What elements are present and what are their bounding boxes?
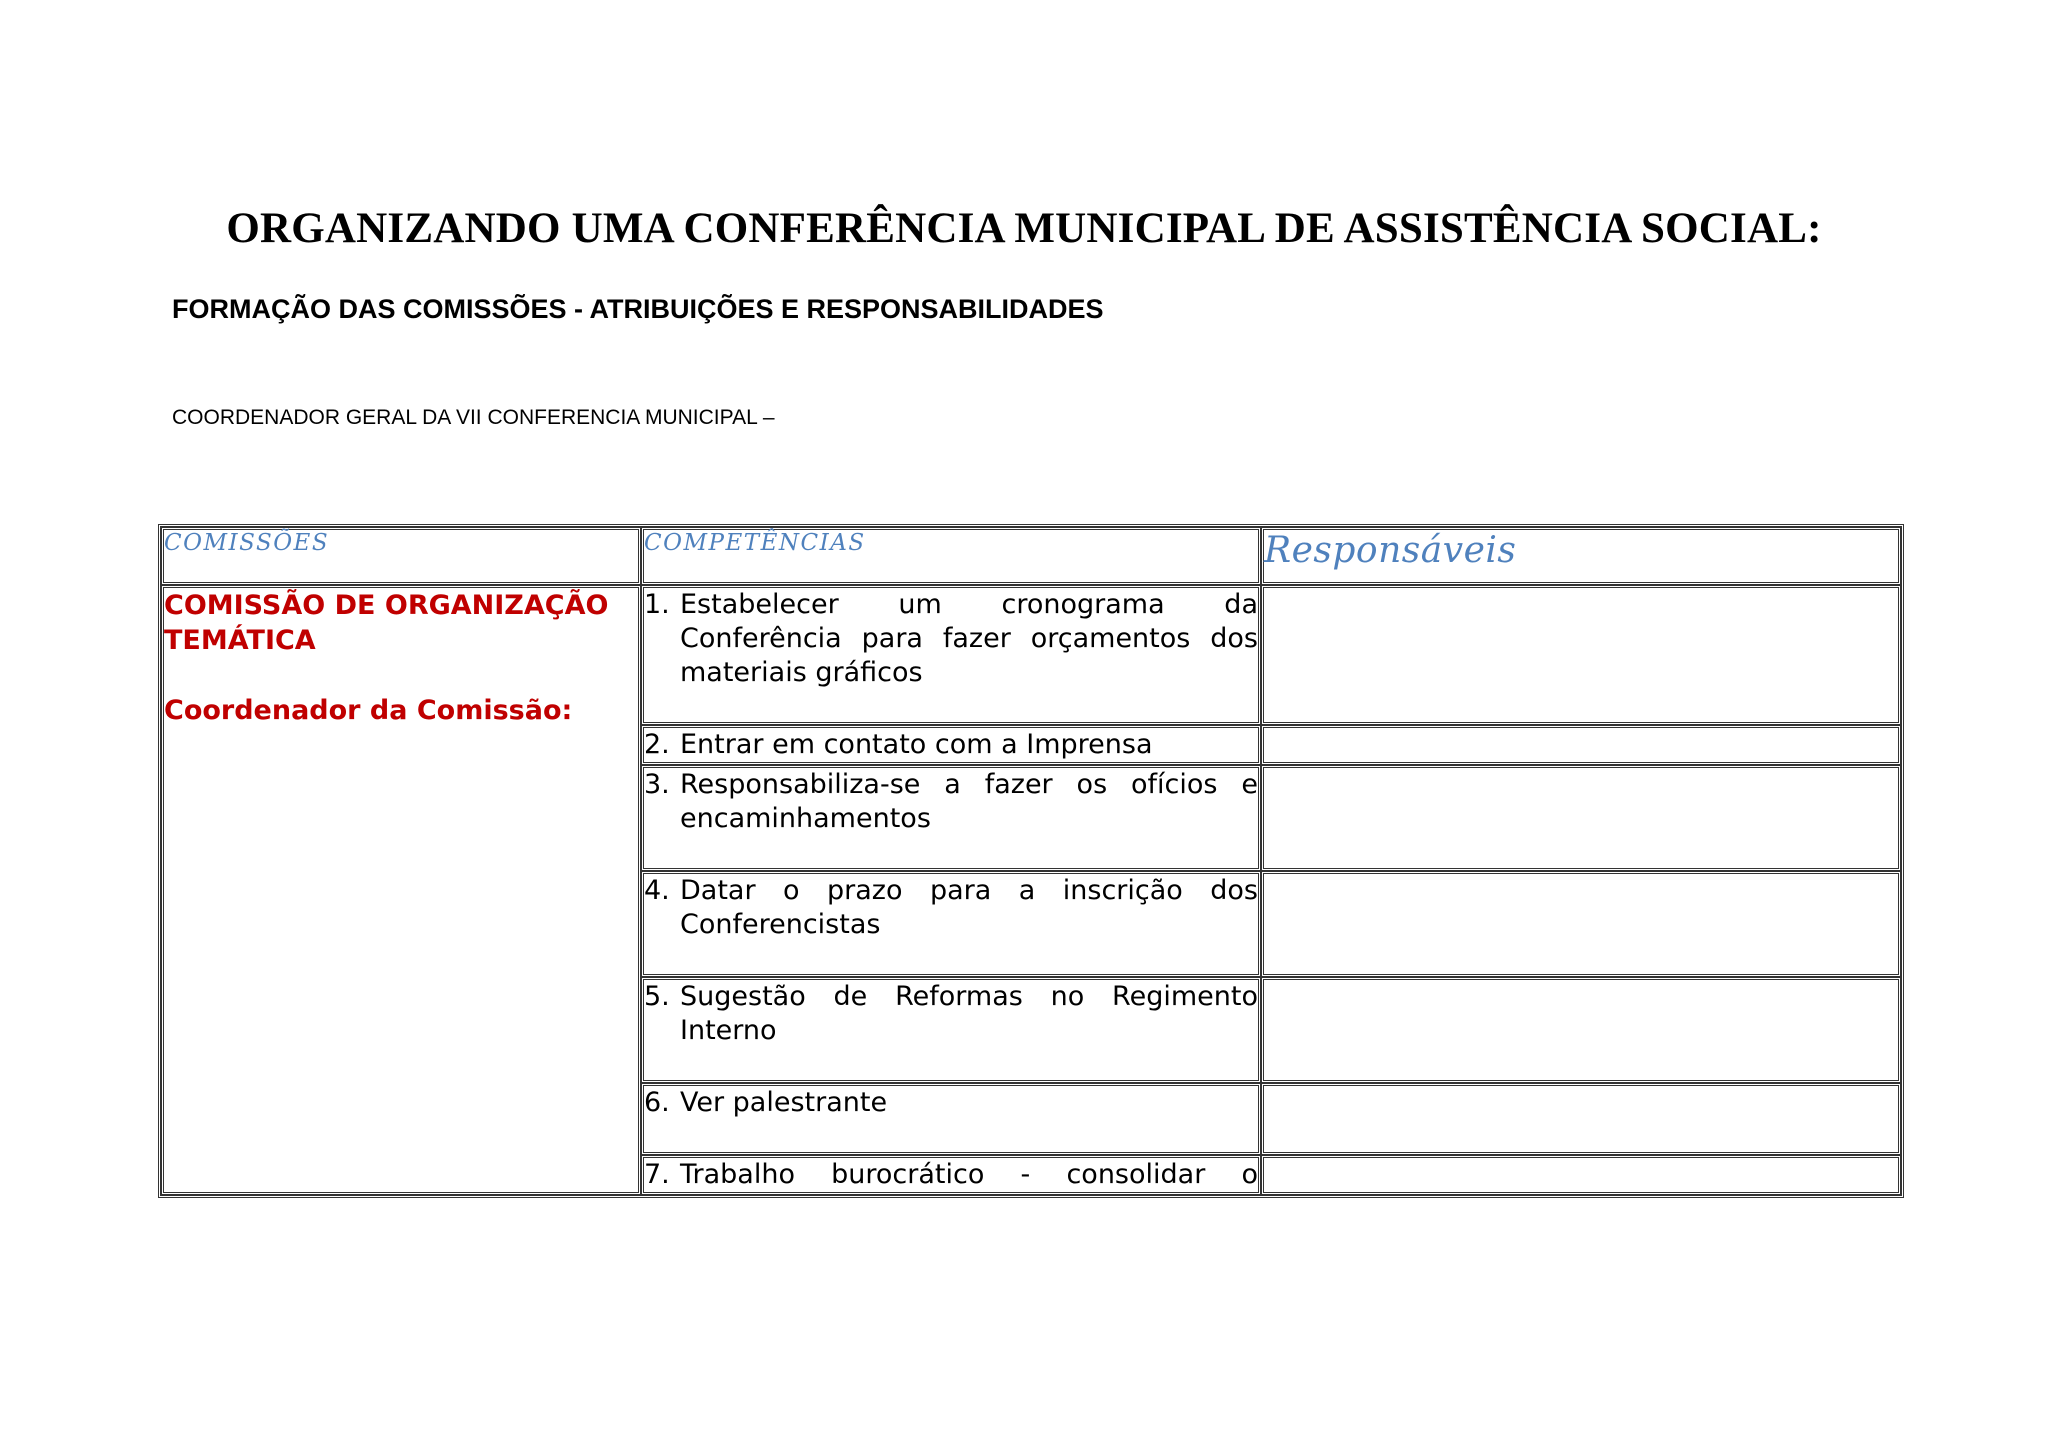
header-comissoes: COMISSÕES	[161, 527, 641, 585]
commission-cell	[161, 585, 641, 1195]
competencia-cell	[641, 871, 1261, 977]
competencia-number: 3.	[644, 769, 670, 800]
commissions-table	[158, 524, 1904, 1198]
table-row	[161, 585, 1901, 725]
table-header-row	[161, 527, 1901, 585]
competencia-text: Responsabiliza-se a fazer os ofícios e encaminhamentos	[680, 769, 1258, 834]
document-subtitle: FORMAÇÃO DAS COMISSÕES - ATRIBUIÇÕES E RESPONSABILIDADES	[172, 294, 1104, 324]
competencia-text: Entrar em contato com a Imprensa	[680, 729, 1153, 760]
competencia-text: Sugestão de Reformas no Regimento Interno	[680, 981, 1258, 1046]
competencia-cell	[641, 1155, 1261, 1195]
competencia-number: 7.	[644, 1159, 670, 1190]
competencia-number: 1.	[644, 589, 670, 620]
responsavel-cell[interactable]	[1261, 765, 1901, 871]
competencia-cell	[641, 1083, 1261, 1155]
document-title: ORGANIZANDO UMA CONFERÊNCIA MUNICIPAL DE ASSISTÊNCIA SOCIAL:	[226, 205, 1822, 252]
competencia-number: 6.	[644, 1087, 670, 1118]
general-coordinator-line: COORDENADOR GERAL DA VII CONFERENCIA MUNICIPAL –	[172, 406, 775, 429]
commission-name: COMISSÃO DE ORGANIZAÇÃO TEMÁTICA	[164, 590, 609, 656]
competencia-cell	[641, 725, 1261, 765]
responsavel-cell[interactable]	[1261, 725, 1901, 765]
responsavel-cell[interactable]	[1261, 977, 1901, 1083]
commission-coordinator-label: Coordenador da Comissão:	[164, 695, 573, 726]
competencia-text: Ver palestrante	[680, 1087, 888, 1118]
responsavel-cell[interactable]	[1261, 1155, 1901, 1195]
responsavel-cell[interactable]	[1261, 1083, 1901, 1155]
competencia-cell	[641, 765, 1261, 871]
competencia-cell	[641, 977, 1261, 1083]
competencia-cell	[641, 585, 1261, 725]
header-responsaveis: Responsáveis	[1261, 527, 1901, 585]
competencia-text: Datar o prazo para a inscrição dos Conferencistas	[680, 875, 1258, 940]
responsavel-cell[interactable]	[1261, 585, 1901, 725]
competencia-text: Trabalho burocrático - consolidar o	[680, 1159, 1258, 1190]
responsavel-cell[interactable]	[1261, 871, 1901, 977]
competencia-text: Estabelecer um cronograma da Conferência para fazer orçamentos dos materiais gráficos	[680, 589, 1258, 688]
competencia-number: 5.	[644, 981, 670, 1012]
competencia-number: 2.	[644, 729, 670, 760]
header-competencias: COMPETÊNCIAS	[641, 527, 1261, 585]
competencia-number: 4.	[644, 875, 670, 906]
